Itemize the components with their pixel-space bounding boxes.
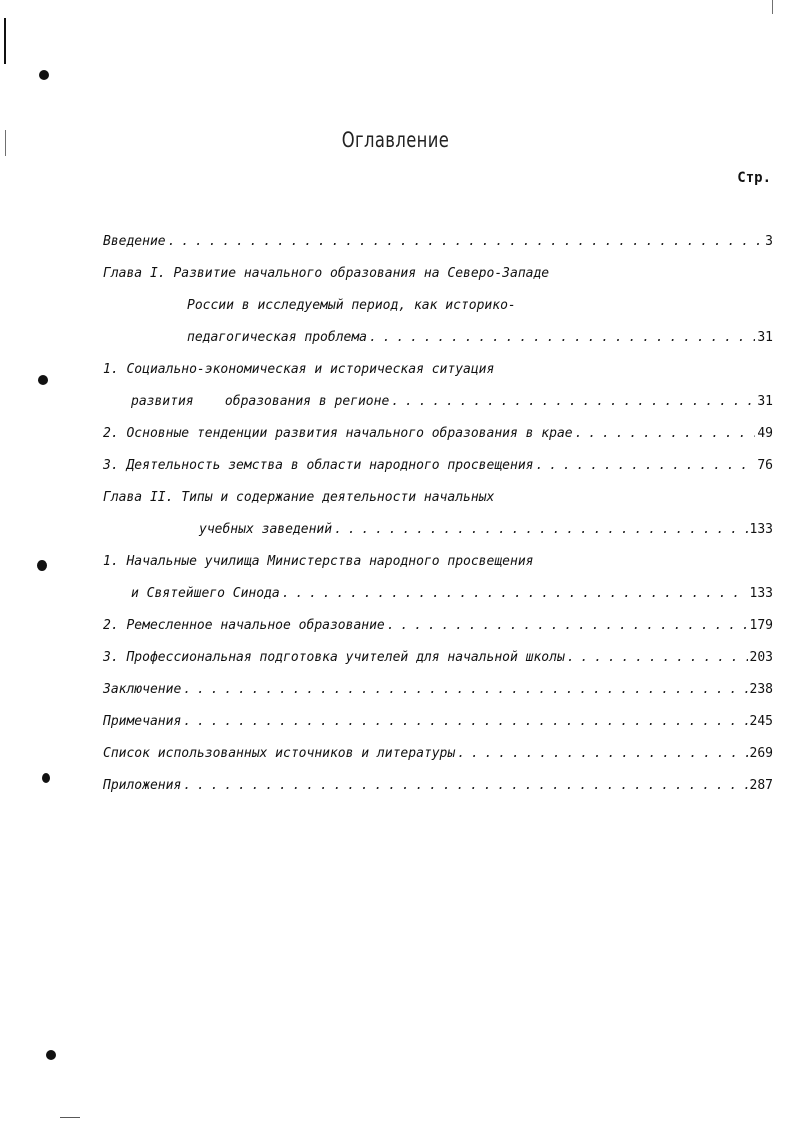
toc-entry-title-continued: и Святейшего Синода [131, 586, 280, 601]
toc-leader-dots [457, 744, 747, 764]
toc-leader-dots [183, 776, 747, 796]
toc-page-number: 179 [749, 618, 773, 633]
binder-hole-mark [37, 560, 47, 571]
toc-leader-dots [567, 648, 748, 668]
toc-page-number: 3 [765, 234, 773, 249]
toc-entry-title: 2. Ремесленное начальное образование [103, 618, 385, 633]
toc-page-number: 133 [749, 586, 773, 601]
toc-page-number: 76 [757, 458, 773, 473]
toc-entry-ch2-s2[interactable] [103, 616, 773, 636]
toc-leader-dots [575, 424, 756, 444]
toc-leader-dots [369, 328, 755, 348]
toc-entry-title: Введение [103, 234, 166, 249]
scan-edge-mark [5, 130, 6, 156]
toc-entry-chapter2-line2[interactable] [103, 520, 773, 540]
toc-page-number: 49 [757, 426, 773, 441]
toc-entry-title: Приложения [103, 778, 182, 793]
binder-hole-mark [42, 773, 50, 783]
scan-edge-mark [60, 1117, 80, 1118]
toc-leader-dots [387, 616, 748, 636]
toc-entry-title: Список использованных источников и литературы [103, 746, 456, 761]
toc-entry-title: Глава II. Типы и содержание деятельности начальных [103, 490, 495, 505]
toc-leader-dots [535, 456, 755, 476]
toc-entry-title: Заключение [103, 682, 182, 697]
toc-entry-ch1-s3[interactable] [103, 456, 773, 476]
binder-hole-mark [46, 1050, 56, 1060]
toc-leader-dots [168, 232, 764, 252]
toc-entry-title-continued: России в исследуемый период, как историко- [187, 298, 516, 313]
toc-page-number: 287 [749, 778, 773, 793]
toc-page-number: 31 [757, 394, 773, 409]
toc-entry-title-continued: педагогическая проблема [187, 330, 368, 345]
toc-page-number: 31 [757, 330, 773, 345]
toc-entry-ch1-s1-line2[interactable] [103, 392, 773, 412]
binder-hole-mark [39, 70, 49, 80]
toc-entry-title: 3. Профессиональная подготовка учителей для начальной школы [103, 650, 565, 665]
toc-entry-introduction[interactable] [103, 232, 773, 252]
toc-entry-ch1-s1-line1[interactable] [103, 360, 773, 380]
toc-page-number: 269 [749, 746, 773, 761]
toc-entry-chapter1-line2 [103, 296, 773, 316]
scan-edge-mark [772, 0, 773, 14]
toc-leader-dots [282, 584, 748, 604]
toc-entry-title: 3. Деятельность земства в области народного просвещения [103, 458, 534, 473]
page-column-label: Стр. [737, 170, 771, 186]
toc-entry-title: 2. Основные тенденции развития начального образования в крае [103, 426, 573, 441]
toc-entry-title: 1. Социально-экономическая и историческая ситуация [103, 362, 495, 377]
toc-entry-notes[interactable] [103, 712, 773, 732]
toc-entry-ch2-s3[interactable] [103, 648, 773, 668]
toc-leader-dots [391, 392, 755, 412]
toc-page-number: 203 [749, 650, 773, 665]
toc-entry-chapter1-line1[interactable] [103, 264, 773, 284]
toc-page-number: 245 [749, 714, 773, 729]
toc-entry-title-continued: развития образования в регионе [131, 394, 390, 409]
toc-leader-dots [334, 520, 747, 540]
toc-page-number: 238 [749, 682, 773, 697]
toc-entry-ch2-s1-line2[interactable] [103, 584, 773, 604]
scan-edge-mark [4, 18, 6, 64]
toc-entry-chapter1-line3[interactable] [103, 328, 773, 348]
toc-entry-appendices[interactable] [103, 776, 773, 796]
toc-leader-dots [183, 712, 747, 732]
toc-entry-conclusion[interactable] [103, 680, 773, 700]
toc-entry-title-continued: учебных заведений [199, 522, 333, 537]
binder-hole-mark [38, 375, 48, 385]
document-title: Оглавление [341, 128, 450, 152]
toc-entry-ch2-s1-line1[interactable] [103, 552, 773, 572]
toc-entry-title: Примечания [103, 714, 182, 729]
toc-entry-title: Глава I. Развитие начального образования на Северо-Западе [103, 266, 550, 281]
toc-entry-chapter2-line1[interactable] [103, 488, 773, 508]
toc-page-number: 133 [749, 522, 773, 537]
toc-entry-bibliography[interactable] [103, 744, 773, 764]
toc-entry-title: 1. Начальные училища Министерства народного просвещения [103, 554, 534, 569]
toc-leader-dots [183, 680, 747, 700]
toc-entry-ch1-s2[interactable] [103, 424, 773, 444]
